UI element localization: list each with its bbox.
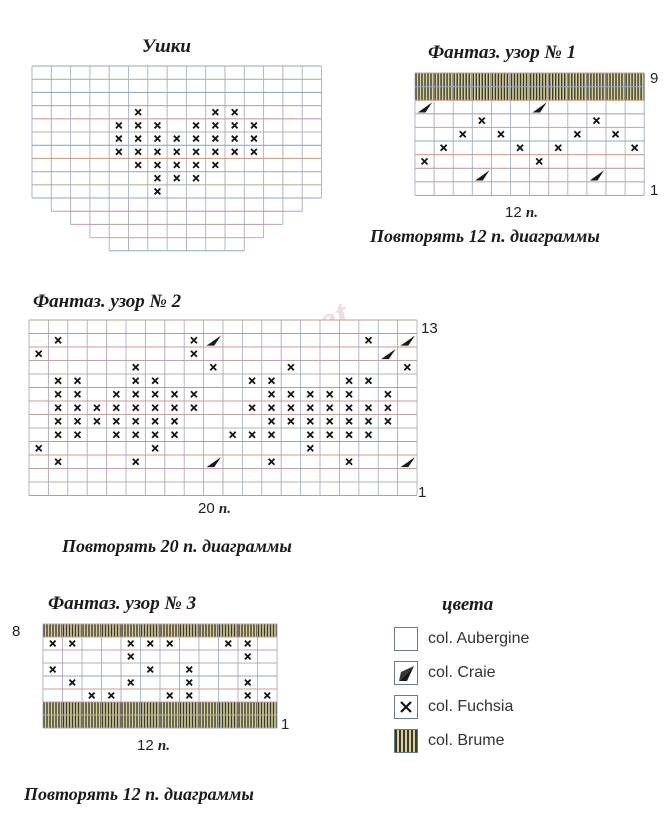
row-bg xyxy=(90,224,264,237)
brume-cell xyxy=(258,715,278,728)
pattern3-row xyxy=(43,689,277,702)
ushki-row xyxy=(32,158,322,171)
brume-cell xyxy=(180,702,200,715)
brume-cell xyxy=(587,87,606,101)
pattern3-row xyxy=(43,676,277,689)
ushki-grid xyxy=(32,66,322,251)
brume-cell xyxy=(434,73,453,87)
brume-cell xyxy=(434,87,453,101)
pattern3-stitch-unit: п. xyxy=(157,738,170,754)
ushki-row xyxy=(32,79,322,92)
pattern1-stitch-unit: п. xyxy=(525,205,538,221)
pattern1-row-bottom: 1 xyxy=(650,182,659,199)
pattern2-row xyxy=(29,482,417,496)
brume-cell xyxy=(121,715,141,728)
brume-cell xyxy=(82,702,102,715)
pattern3-row xyxy=(43,715,277,728)
row-bg xyxy=(32,66,322,79)
brume-cell xyxy=(258,624,278,637)
brume-cell xyxy=(219,702,239,715)
pattern2-row xyxy=(29,469,417,483)
brume-cell xyxy=(180,715,200,728)
pattern3-row-top: 8 xyxy=(12,623,21,640)
brume-cell xyxy=(568,87,587,101)
brume-cell xyxy=(141,624,161,637)
brume-cell xyxy=(587,73,606,87)
empty-swatch-icon xyxy=(394,627,418,651)
pattern1-row xyxy=(415,168,644,182)
pattern2-stitch-count xyxy=(198,500,231,518)
brume-cell xyxy=(453,87,472,101)
row-bg xyxy=(32,79,322,92)
legend-label: col. Fuchsia xyxy=(428,698,514,715)
pattern2-row xyxy=(29,388,417,402)
brume-cell xyxy=(219,715,239,728)
pattern2-row xyxy=(29,361,417,375)
pattern1-title: Фантаз. узор № 1 xyxy=(428,42,577,63)
pattern3-row xyxy=(43,637,277,650)
pattern3-row xyxy=(43,624,277,637)
pattern3-row xyxy=(43,663,277,676)
brume-cell xyxy=(63,715,83,728)
brume-cell xyxy=(102,715,122,728)
legend-item-brume xyxy=(394,728,504,754)
triangle-swatch-icon xyxy=(394,661,418,685)
row-bg xyxy=(71,211,283,224)
pattern1-row xyxy=(415,141,644,155)
brume-cell xyxy=(43,715,63,728)
brume-cell xyxy=(199,702,219,715)
pattern2-row-top: 13 xyxy=(421,320,438,337)
pattern3-row-bottom: 1 xyxy=(281,716,290,733)
brume-cell xyxy=(606,73,625,87)
brume-cell xyxy=(219,624,239,637)
pattern1-grid xyxy=(415,73,644,195)
brume-cell xyxy=(102,702,122,715)
pattern2-row-bottom: 1 xyxy=(418,484,427,501)
brume-cell xyxy=(238,702,258,715)
pattern1-row-top: 9 xyxy=(650,70,659,87)
brume-cell xyxy=(43,624,63,637)
brume-cell xyxy=(121,702,141,715)
pattern3-stitch-count xyxy=(137,737,170,755)
pattern2-stitch-num: 20 xyxy=(198,500,215,517)
pattern2-row xyxy=(29,428,417,442)
brume-cell xyxy=(625,73,644,87)
legend-item-craie xyxy=(394,660,496,686)
brume-cell xyxy=(82,624,102,637)
brume-cell xyxy=(199,715,219,728)
brume-cell xyxy=(530,87,549,101)
brume-cell xyxy=(199,624,219,637)
brume-cell xyxy=(63,702,83,715)
pattern2-row xyxy=(29,374,417,388)
pattern1-repeat-note: Повторять 12 п. диаграммы xyxy=(370,226,600,246)
brume-cell xyxy=(472,73,491,87)
pattern1-row xyxy=(415,100,644,114)
pattern1-row xyxy=(415,127,644,141)
ushki-row xyxy=(32,106,322,119)
brume-cell xyxy=(238,715,258,728)
brume-cell xyxy=(160,702,180,715)
legend-label: col. Aubergine xyxy=(428,630,530,647)
legend-label: col. Craie xyxy=(428,664,496,681)
pattern1-row xyxy=(415,155,644,169)
row-bg xyxy=(32,185,322,198)
pattern2-grid xyxy=(29,320,417,496)
brume-cell xyxy=(472,87,491,101)
ushki-title: Ушки xyxy=(142,36,191,57)
legend-item-aubergine xyxy=(394,626,529,652)
brume-cell xyxy=(82,715,102,728)
brume-cell xyxy=(453,73,472,87)
pattern1-stitch-count xyxy=(505,204,538,222)
ushki-row xyxy=(32,92,322,105)
pattern3-row xyxy=(43,702,277,715)
pattern3-stitch-num: 12 xyxy=(137,737,154,754)
brume-cell xyxy=(63,624,83,637)
brume-cell xyxy=(141,702,161,715)
pattern1-stitch-num: 12 xyxy=(505,204,522,221)
pattern1-row xyxy=(415,182,644,196)
pattern2-repeat-note: Повторять 20 п. диаграммы xyxy=(62,536,292,556)
ushki-row xyxy=(32,145,322,158)
brume-cell xyxy=(625,87,644,101)
pattern2-row xyxy=(29,347,417,361)
pattern2-title: Фантаз. узор № 2 xyxy=(33,291,182,312)
brume-cell xyxy=(511,73,530,87)
brume-cell xyxy=(491,87,510,101)
pattern2-row xyxy=(29,415,417,429)
brume-cell xyxy=(258,702,278,715)
brume-cell xyxy=(530,73,549,87)
pattern1-row xyxy=(415,87,644,101)
pattern3-grid xyxy=(43,624,277,728)
pattern2-row xyxy=(29,401,417,415)
ushki-row xyxy=(32,119,322,132)
brume-cell xyxy=(121,624,141,637)
brume-cell xyxy=(160,624,180,637)
brume-cell xyxy=(102,624,122,637)
pattern3-row xyxy=(43,650,277,663)
ushki-row xyxy=(51,198,302,211)
ushki-row xyxy=(71,211,283,224)
brume-cell xyxy=(606,87,625,101)
ushki-row xyxy=(32,132,322,145)
pattern3-title: Фантаз. узор № 3 xyxy=(48,593,197,614)
ushki-row xyxy=(32,172,322,185)
cross-swatch-icon xyxy=(394,695,418,719)
pattern2-row xyxy=(29,442,417,456)
brume-cell xyxy=(549,73,568,87)
legend-item-fuchsia xyxy=(394,694,513,720)
pattern2-row xyxy=(29,455,417,469)
row-bg xyxy=(32,106,322,119)
brume-cell xyxy=(415,73,434,87)
legend-label: col. Brume xyxy=(428,732,505,749)
row-bg xyxy=(32,119,322,132)
brume-cell xyxy=(568,73,587,87)
brume-cell xyxy=(43,702,63,715)
brume-cell xyxy=(491,73,510,87)
brume-cell xyxy=(238,624,258,637)
brume-cell xyxy=(141,715,161,728)
row-bg xyxy=(32,92,322,105)
pattern2-row xyxy=(29,320,417,334)
row-bg xyxy=(109,238,244,251)
brume-cell xyxy=(180,624,200,637)
ushki-row xyxy=(32,66,322,79)
pattern2-stitch-unit: п. xyxy=(218,501,231,517)
row-bg xyxy=(51,198,302,211)
brume-cell xyxy=(415,87,434,101)
pattern1-row xyxy=(415,114,644,128)
pattern1-row xyxy=(415,73,644,87)
ushki-row xyxy=(32,185,322,198)
ushki-row xyxy=(90,224,264,237)
pattern3-repeat-note: Повторять 12 п. диаграммы xyxy=(24,784,254,804)
ushki-row xyxy=(109,238,244,251)
stripes-swatch-icon xyxy=(394,729,418,753)
brume-cell xyxy=(160,715,180,728)
legend-title: цвета xyxy=(442,594,494,615)
brume-cell xyxy=(511,87,530,101)
brume-cell xyxy=(549,87,568,101)
pattern2-row xyxy=(29,334,417,348)
